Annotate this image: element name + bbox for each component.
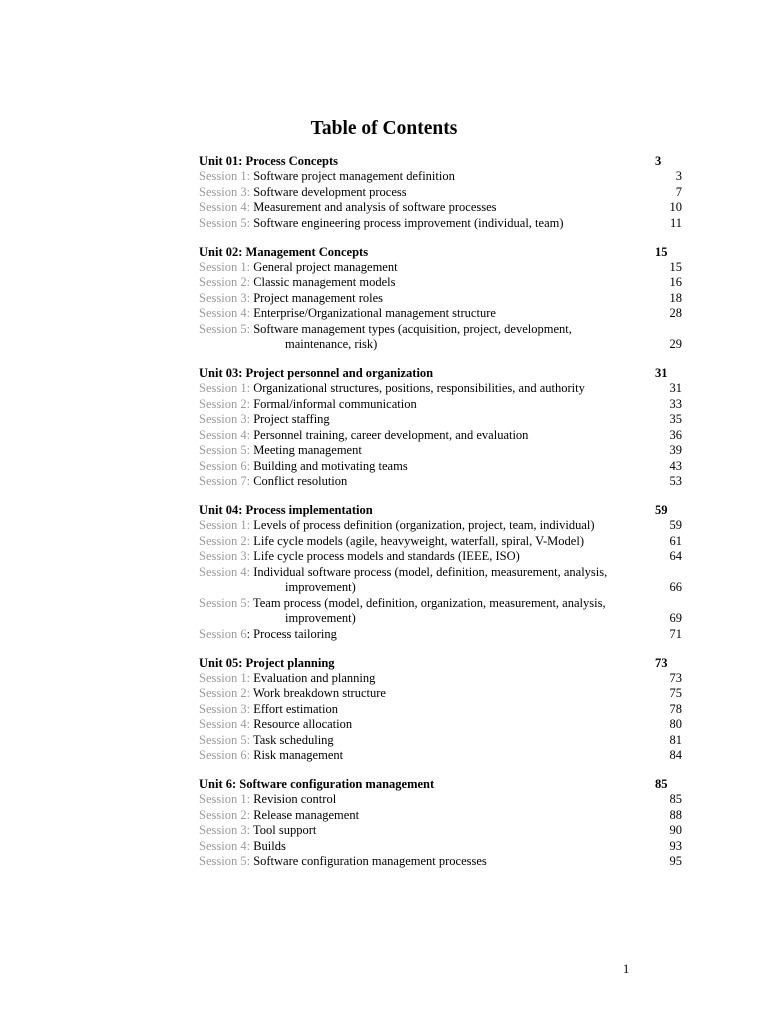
session-label: Session 2: [199,686,251,700]
session-text [199,291,629,307]
session-page-number: 11 [669,215,682,230]
session-entry[interactable] [199,717,689,733]
session-text [199,185,629,201]
session-entry[interactable] [199,627,689,643]
session-text [199,275,629,291]
session-label: Session 5: [199,595,251,610]
session-entry[interactable] [199,549,689,565]
session-title: Software engineering process improvement (individual, team) [253,215,564,230]
session-text [199,428,629,444]
session-text [199,216,629,232]
session-title: Team process (model, definition, organization, measurement, analysis, [252,595,606,610]
session-label: Session 6 [199,626,247,641]
session-entry[interactable] [199,185,689,201]
session-text [199,549,629,565]
unit-title: Unit 04: Process implementation [199,503,373,517]
session-title: General project management [253,259,398,274]
session-label: Session 5: [199,854,251,868]
session-label: Session 4: [199,200,251,214]
session-page-number: 90 [669,823,682,837]
session-entry[interactable] [199,443,689,459]
session-title: Measurement and analysis of software processes [253,200,497,214]
session-title: Life cycle process models and standards (IEEE, ISO) [253,549,520,563]
session-entry[interactable] [199,792,689,808]
session-entry[interactable] [199,854,689,870]
session-label: Session 3: [199,412,251,426]
session-label: Session 4: [199,427,251,442]
session-title: Risk management [253,748,344,762]
unit-title: Unit 01: Process Concepts [199,154,338,168]
session-text [199,534,629,550]
session-title: Project management roles [253,290,384,305]
session-text [199,459,629,475]
session-entry[interactable] [199,381,689,397]
unit-page-number: 59 [655,503,668,517]
session-entry[interactable] [199,291,689,307]
session-page-number: 31 [669,381,682,395]
session-entry[interactable] [199,459,689,475]
session-label: Session 1: [199,670,251,685]
session-text [199,306,629,322]
session-entry[interactable] [199,169,689,185]
session-label: Session 5: [199,443,251,457]
session-label: Session 1: [199,259,251,274]
unit-heading[interactable] [199,365,689,381]
session-page-number: 3 [675,169,682,183]
session-text [199,627,629,643]
session-page-number: 39 [669,443,682,457]
toc-unit [199,365,689,490]
session-page-number: 88 [669,807,682,822]
session-entry[interactable] [199,412,689,428]
session-label: Session 2: [199,275,251,289]
session-text [199,717,629,733]
session-page-number: 71 [669,626,682,641]
unit-heading[interactable] [199,776,689,792]
session-page-number: 80 [669,717,682,731]
session-page-number: 35 [669,412,682,426]
session-title: Formal/informal communication [253,396,417,411]
session-text [199,686,629,702]
session-title-continuation: improvement) [285,580,356,594]
unit-heading[interactable] [199,153,689,169]
session-page-number: 73 [669,670,682,685]
session-page-number: 81 [669,732,682,747]
session-label: Session 4: [199,564,251,579]
session-entry[interactable] [199,306,689,322]
session-text [199,397,629,413]
unit-page-number: 31 [655,366,668,380]
session-label: Session 5: [199,321,251,336]
session-title: Building and motivating teams [253,458,408,473]
session-entry[interactable] [199,596,689,627]
unit-title: Unit 02: Management Concepts [199,244,369,259]
session-title: Resource allocation [253,717,353,731]
unit-title: Unit 6: Software configuration management [199,777,435,791]
session-title: Software management types (acquisition, project, development, [253,321,572,336]
session-entry[interactable] [199,534,689,550]
session-entry[interactable] [199,275,689,291]
session-page-number: 29 [669,337,682,351]
session-entry[interactable] [199,474,689,490]
session-text [199,792,629,808]
session-entry[interactable] [199,686,689,702]
session-text [199,381,629,397]
session-entry[interactable] [199,702,689,718]
unit-page-number: 73 [655,655,668,670]
session-title: Individual software process (model, definition, measurement, analysis, [253,564,608,579]
session-label: Session 2: [199,807,251,822]
session-text [199,518,629,534]
session-text [199,412,629,428]
session-page-number: 69 [669,611,682,625]
session-label: Session 5: [199,215,251,230]
session-text [199,823,629,839]
session-title-continuation: improvement) [285,611,356,625]
session-page-number: 75 [669,686,682,700]
session-title: Evaluation and planning [253,670,376,685]
session-title: : Process tailoring [246,626,337,641]
session-label: Session 2: [199,533,251,548]
session-text [199,808,629,824]
session-text [199,596,629,627]
session-page-number: 59 [669,518,682,532]
session-text [199,474,629,490]
session-label: Session 3: [199,290,251,305]
session-label: Session 6: [199,458,251,473]
session-page-number: 10 [669,200,682,214]
session-title: Personnel training, career development, and evaluation [253,427,529,442]
session-label: Session 3: [199,823,251,837]
session-page-number: 93 [669,838,682,853]
session-page-number: 53 [669,474,682,488]
toc-unit [199,655,689,764]
session-text [199,169,629,185]
table-of-contents [199,153,689,882]
session-title: Meeting management [253,443,362,457]
session-title: Life cycle models (agile, heavyweight, waterfall, spiral, V-Model) [253,533,584,548]
session-label: Session 7: [199,474,251,488]
session-title-continuation: maintenance, risk) [285,337,378,351]
session-entry[interactable] [199,200,689,216]
toc-unit [199,244,689,353]
session-label: Session 1: [199,169,251,183]
unit-heading[interactable] [199,244,689,260]
session-title: Release management [253,807,360,822]
session-entry[interactable] [199,733,689,749]
session-entry[interactable] [199,823,689,839]
session-text [199,565,629,596]
unit-page-number: 3 [655,154,662,168]
session-text [199,200,629,216]
session-entry[interactable] [199,808,689,824]
session-entry[interactable] [199,397,689,413]
session-label: Session 3: [199,184,251,199]
session-title: Tool support [252,823,317,837]
session-text [199,733,629,749]
session-entry[interactable] [199,518,689,534]
session-title: Revision control [253,792,337,806]
session-label: Session 4: [199,838,251,853]
session-title: Builds [253,838,286,853]
session-title: Software project management definition [253,169,455,183]
session-text [199,671,629,687]
session-title: Project staffing [253,412,330,426]
session-title: Effort estimation [253,701,339,716]
session-label: Session 6: [199,748,251,762]
session-text [199,702,629,718]
session-label: Session 1: [199,792,251,806]
session-label: Session 4: [199,717,251,731]
unit-heading[interactable] [199,655,689,671]
session-label: Session 5: [199,732,251,747]
session-title: Work breakdown structure [252,686,386,700]
toc-unit [199,502,689,642]
session-page-number: 16 [669,275,682,289]
session-title: Classic management models [253,275,396,289]
session-page-number: 95 [669,854,682,868]
session-label: Session 4: [199,306,251,320]
session-page-number: 84 [669,748,682,762]
session-page-number: 61 [669,533,682,548]
session-text [199,839,629,855]
toc-unit [199,153,689,231]
session-title: Organizational structures, positions, responsibilities, and authority [253,381,585,395]
session-label: Session 3: [199,549,251,563]
toc-unit [199,776,689,870]
session-entry[interactable] [199,565,689,596]
session-entry[interactable] [199,428,689,444]
session-entry[interactable] [199,260,689,276]
session-title: Enterprise/Organizational management structure [253,306,496,320]
session-label: Session 1: [199,518,251,532]
session-text [199,748,629,764]
session-page-number: 28 [669,306,682,320]
session-page-number: 18 [669,290,682,305]
session-entry[interactable] [199,671,689,687]
page-number: 1 [623,962,630,976]
unit-heading[interactable] [199,502,689,518]
session-entry[interactable] [199,748,689,764]
session-title: Task scheduling [252,732,334,747]
session-title: Conflict resolution [253,474,348,488]
session-page-number: 43 [669,458,682,473]
session-page-number: 64 [669,549,682,563]
session-title: Software development process [253,184,407,199]
session-page-number: 33 [669,396,682,411]
session-title: Levels of process definition (organization, project, team, individual) [253,518,595,532]
session-entry[interactable] [199,839,689,855]
unit-title: Unit 05: Project planning [199,655,335,670]
session-entry[interactable] [199,216,689,232]
session-label: Session 2: [199,396,251,411]
session-page-number: 7 [675,184,682,199]
session-page-number: 78 [669,701,682,716]
session-title: Software configuration management processes [253,854,487,868]
session-text [199,854,629,870]
unit-page-number: 15 [655,244,668,259]
session-text [199,322,629,353]
unit-title: Unit 03: Project personnel and organization [199,366,434,380]
session-entry[interactable] [199,322,689,353]
page-title: Table of Contents [310,118,458,139]
session-page-number: 85 [669,792,682,806]
session-text [199,260,629,276]
session-label: Session 3: [199,701,251,716]
session-text [199,443,629,459]
session-page-number: 36 [669,427,682,442]
session-page-number: 15 [669,259,682,274]
session-label: Session 1: [199,381,251,395]
session-page-number: 66 [669,580,682,594]
unit-page-number: 85 [655,777,668,791]
